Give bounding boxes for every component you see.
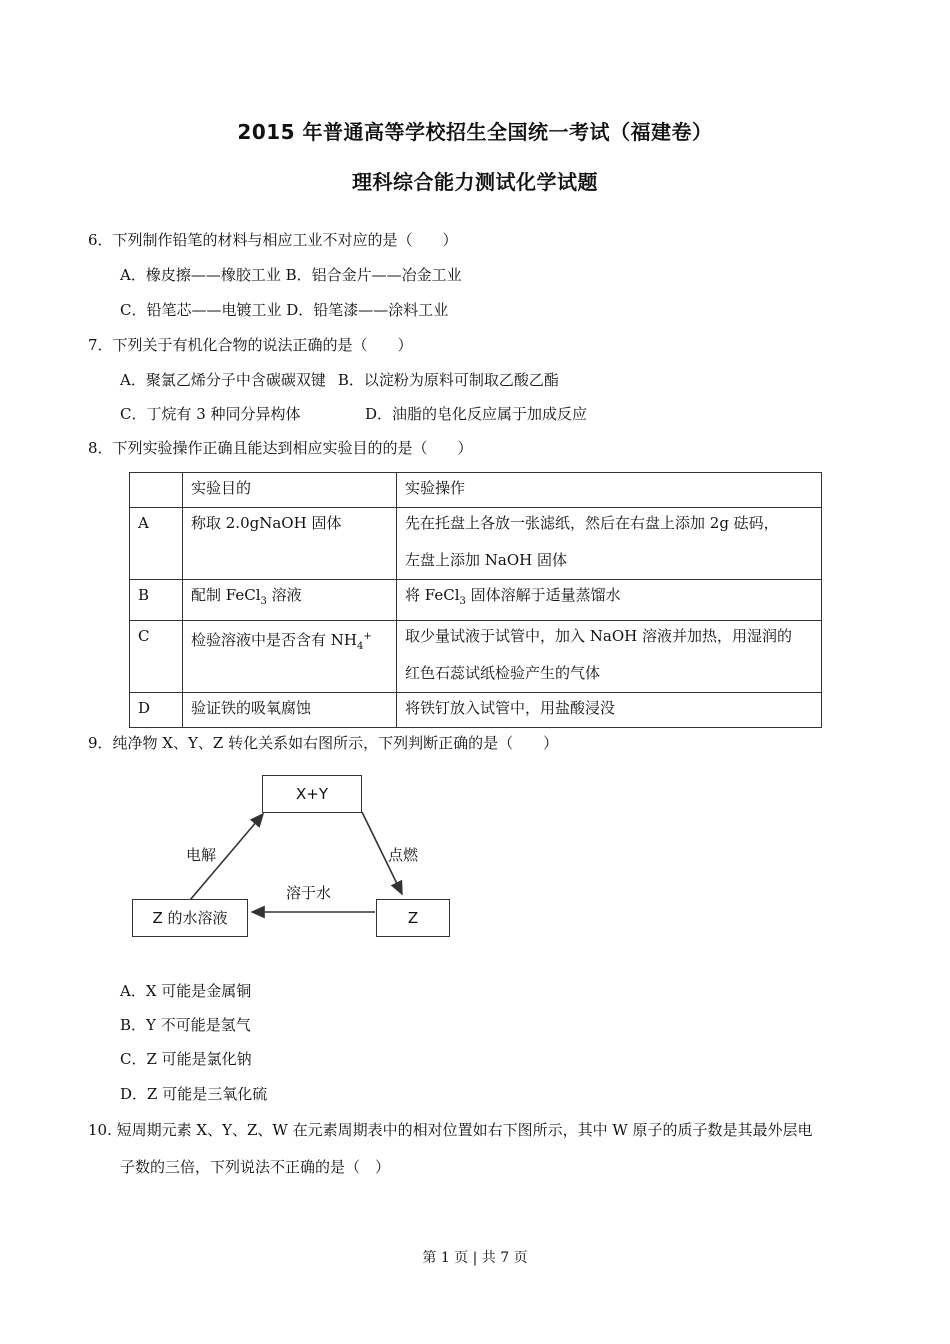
q8-stem: 8．下列实验操作正确且能达到相应实验目的的是（ ）	[88, 439, 473, 457]
q10-stem-line2: 子数的三倍，下列说法不正确的是（ ）	[120, 1158, 391, 1176]
page-footer: 第 1 页 | 共 7 页	[422, 1250, 528, 1266]
experiment-table	[129, 472, 822, 728]
row-operation: 将 FeCl$_3$ 固体溶解于适量蒸馏水	[397, 580, 822, 621]
transformation-diagram	[120, 772, 480, 952]
q7-option-b: B．以淀粉为原料可制取乙酸乙酯	[337, 371, 559, 389]
label-dissolve: 溶于水	[286, 884, 332, 902]
row-operation: 取少量试液于试管中，加入 NaOH 溶液并加热，用湿润的 红色石蕊试纸检验产生的气体	[397, 621, 822, 693]
row-key: C	[130, 621, 183, 693]
q9-option-b: B．Y 不可能是氢气	[120, 1016, 251, 1034]
exam-subtitle: 理科综合能力测试化学试题	[352, 170, 598, 194]
row-key: A	[130, 508, 183, 580]
q9-stem: 9．纯净物 X、Y、Z 转化关系如右图所示，下列判断正确的是（ ）	[88, 734, 559, 752]
q7-option-c: C．丁烷有 3 种同分异构体	[120, 405, 301, 423]
row-purpose: 验证铁的吸氧腐蚀	[183, 693, 397, 728]
q6-option-d: D．铅笔漆——涂料工业	[286, 301, 449, 319]
q6-stem: 6．下列制作铅笔的材料与相应工业不对应的是（ ）	[88, 231, 458, 249]
row-key: D	[130, 693, 183, 728]
row-key: B	[130, 580, 183, 621]
table-header-operation: 实验操作	[397, 473, 822, 508]
row-operation: 将铁钉放入试管中，用盐酸浸没	[397, 693, 822, 728]
q7-options-cd	[120, 404, 587, 424]
q7-stem: 7．下列关于有机化合物的说法正确的是（ ）	[88, 336, 413, 354]
table-header-purpose: 实验目的	[183, 473, 397, 508]
q9-option-d: D．Z 可能是三氧化硫	[120, 1085, 268, 1103]
q6-options-ab	[120, 265, 462, 285]
table-row	[130, 621, 822, 693]
q9-option-a: A．X 可能是金属铜	[120, 982, 252, 1000]
table-row	[130, 508, 822, 580]
table-row	[130, 580, 822, 621]
q6-option-b: B．铝合金片——冶金工业	[285, 266, 462, 284]
table-row	[130, 693, 822, 728]
row-purpose: 检验溶液中是否含有 $NH_4^+$	[183, 621, 397, 693]
q7-option-a: A．聚氯乙烯分子中含碳碳双键	[120, 371, 326, 389]
q6-options-cd	[120, 300, 448, 320]
box-z: Z	[376, 899, 450, 937]
row-purpose: 称取 2.0gNaOH 固体	[183, 508, 397, 580]
q9-option-c: C．Z 可能是氯化钠	[120, 1050, 252, 1068]
box-x-plus-y: X+Y	[262, 775, 362, 813]
exam-title: 2015 年普通高等学校招生全国统一考试（福建卷）	[237, 120, 713, 144]
q6-option-a: A．橡皮擦——橡胶工业	[120, 266, 281, 284]
q6-option-c: C．铅笔芯——电镀工业	[120, 301, 282, 319]
q10-stem-line1: 10. 短周期元素 X、Y、Z、W 在元素周期表中的相对位置如右下图所示，其中 W 原子的质子数是其最外层电	[88, 1121, 813, 1139]
label-combustion: 点燃	[388, 846, 419, 864]
q7-options-ab	[120, 370, 559, 390]
box-z-solution: Z 的水溶液	[132, 899, 248, 937]
row-operation: 先在托盘上各放一张滤纸，然后在右盘上添加 2g 砝码， 左盘上添加 NaOH 固体	[397, 508, 822, 580]
label-electrolysis: 电解	[186, 846, 217, 864]
table-header-row	[130, 473, 822, 508]
row-purpose: 配制 FeCl$_3$ 溶液	[183, 580, 397, 621]
q7-option-d: D．油脂的皂化反应属于加成反应	[365, 405, 588, 423]
table-header-key	[130, 473, 183, 508]
